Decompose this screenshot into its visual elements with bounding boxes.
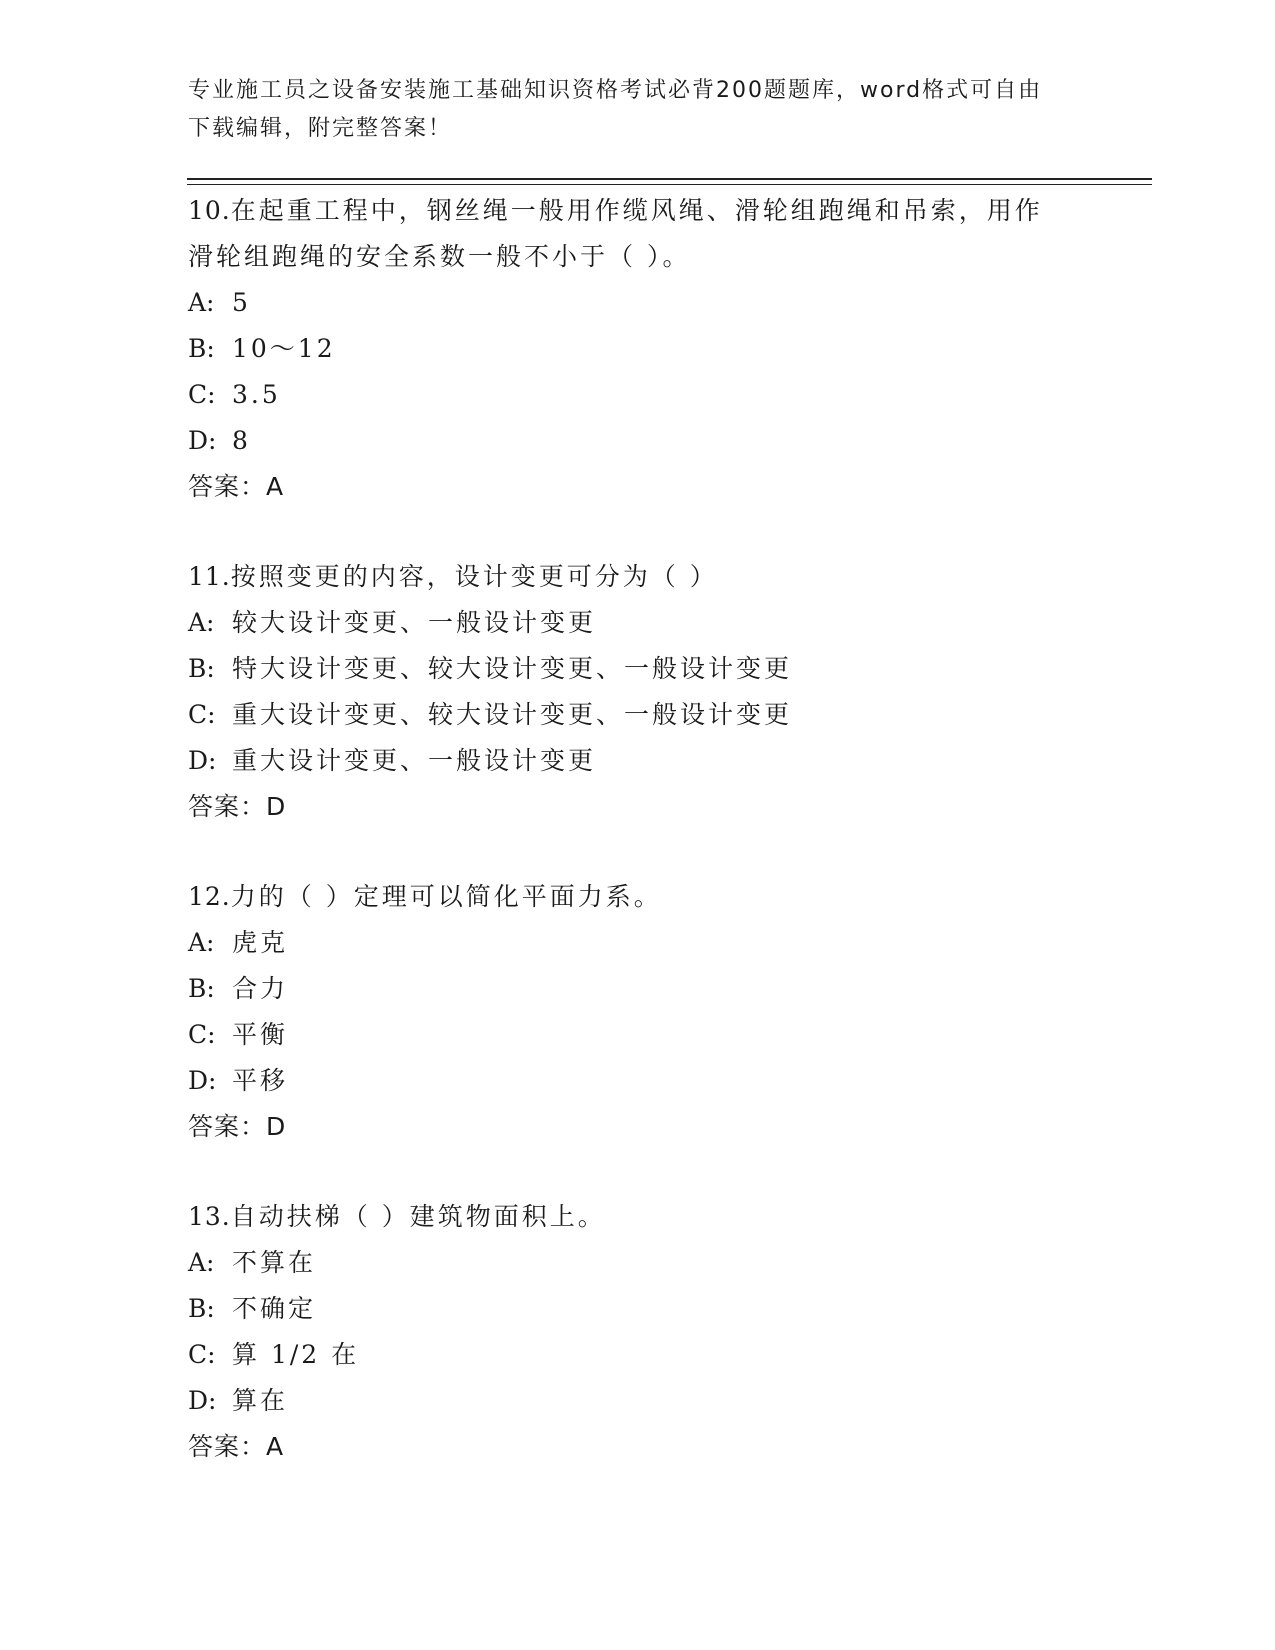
- option-letter: D:: [188, 1066, 217, 1095]
- option-letter: B:: [188, 654, 215, 683]
- option-d: [188, 738, 1088, 784]
- question-13: [188, 1194, 1088, 1470]
- option-a: [188, 1240, 1088, 1286]
- question-text-line-1: 自动扶梯（ ）建筑物面积上。: [230, 1202, 606, 1231]
- header-line-2: 下载编辑，附完整答案！: [188, 116, 453, 141]
- question-list: [188, 188, 1088, 1470]
- answer-line: 答案：D: [188, 1112, 287, 1141]
- option-letter: C:: [188, 1020, 216, 1049]
- option-letter: C:: [188, 1340, 216, 1369]
- question-stem: [188, 554, 1088, 600]
- option-d: [188, 1058, 1088, 1104]
- option-letter: A:: [188, 1248, 215, 1277]
- option-b: [188, 1286, 1088, 1332]
- question-text-line-1: 按照变更的内容，设计变更可分为（ ）: [230, 562, 718, 591]
- question-number: 12.: [188, 882, 231, 911]
- option-b: [188, 646, 1088, 692]
- option-a: [188, 600, 1088, 646]
- question-number: 11.: [188, 562, 231, 591]
- answer-line: 答案：A: [188, 1432, 285, 1461]
- option-text: 5: [232, 288, 251, 317]
- option-text: 平移: [232, 1066, 289, 1095]
- option-text: 合力: [232, 974, 289, 1003]
- option-letter: B:: [188, 334, 215, 363]
- option-text: 算 1/2 在: [232, 1340, 360, 1369]
- option-text: 特大设计变更、较大设计变更、一般设计变更: [232, 654, 793, 683]
- question-text-line-1: 在起重工程中，钢丝绳一般用作缆风绳、滑轮组跑绳和吊索，用作: [230, 196, 1043, 225]
- option-d: [188, 418, 1088, 464]
- option-letter: A:: [188, 928, 215, 957]
- option-text: 平衡: [232, 1020, 289, 1049]
- option-letter: B:: [188, 974, 215, 1003]
- question-10: [188, 188, 1088, 510]
- option-b: [188, 326, 1088, 372]
- question-text-line-2: 滑轮组跑绳的安全系数一般不小于（ ）。: [188, 242, 691, 271]
- option-letter: D:: [188, 746, 217, 775]
- question-stem: [188, 874, 1088, 920]
- option-d: [188, 1378, 1088, 1424]
- option-c: [188, 1012, 1088, 1058]
- option-text: 8: [232, 426, 251, 455]
- option-text: 重大设计变更、一般设计变更: [232, 746, 597, 775]
- option-text: 3.5: [232, 380, 281, 409]
- header-line-1: 专业施工员之设备安装施工基础知识资格考试必背200题题库，word格式可自由: [188, 78, 1043, 103]
- option-text: 较大设计变更、一般设计变更: [232, 608, 597, 637]
- option-c: [188, 692, 1088, 738]
- option-a: [188, 280, 1088, 326]
- question-text-line-1: 力的（ ）定理可以简化平面力系。: [230, 882, 662, 911]
- option-letter: C:: [188, 700, 216, 729]
- header-divider-thick: [187, 178, 1152, 180]
- option-text: 不算在: [232, 1248, 317, 1277]
- option-letter: A:: [188, 608, 215, 637]
- question-stem: [188, 188, 1088, 234]
- option-text: 算在: [232, 1386, 289, 1415]
- document-header: [188, 72, 1068, 148]
- header-divider-thin: [187, 184, 1152, 185]
- answer-line: 答案：D: [188, 792, 287, 821]
- option-letter: A:: [188, 288, 215, 317]
- question-11: [188, 554, 1088, 830]
- option-letter: C:: [188, 380, 216, 409]
- option-letter: B:: [188, 1294, 215, 1323]
- option-text: 重大设计变更、较大设计变更、一般设计变更: [232, 700, 793, 729]
- option-c: [188, 372, 1088, 418]
- option-a: [188, 920, 1088, 966]
- question-12: [188, 874, 1088, 1150]
- option-text: 虎克: [232, 928, 289, 957]
- option-text: 10～12: [232, 334, 336, 363]
- option-text: 不确定: [232, 1294, 317, 1323]
- question-number: 10.: [188, 196, 231, 225]
- question-number: 13.: [188, 1202, 231, 1231]
- option-letter: D:: [188, 426, 217, 455]
- option-b: [188, 966, 1088, 1012]
- option-c: [188, 1332, 1088, 1378]
- answer-line: 答案：A: [188, 472, 285, 501]
- question-stem: [188, 1194, 1088, 1240]
- option-letter: D:: [188, 1386, 217, 1415]
